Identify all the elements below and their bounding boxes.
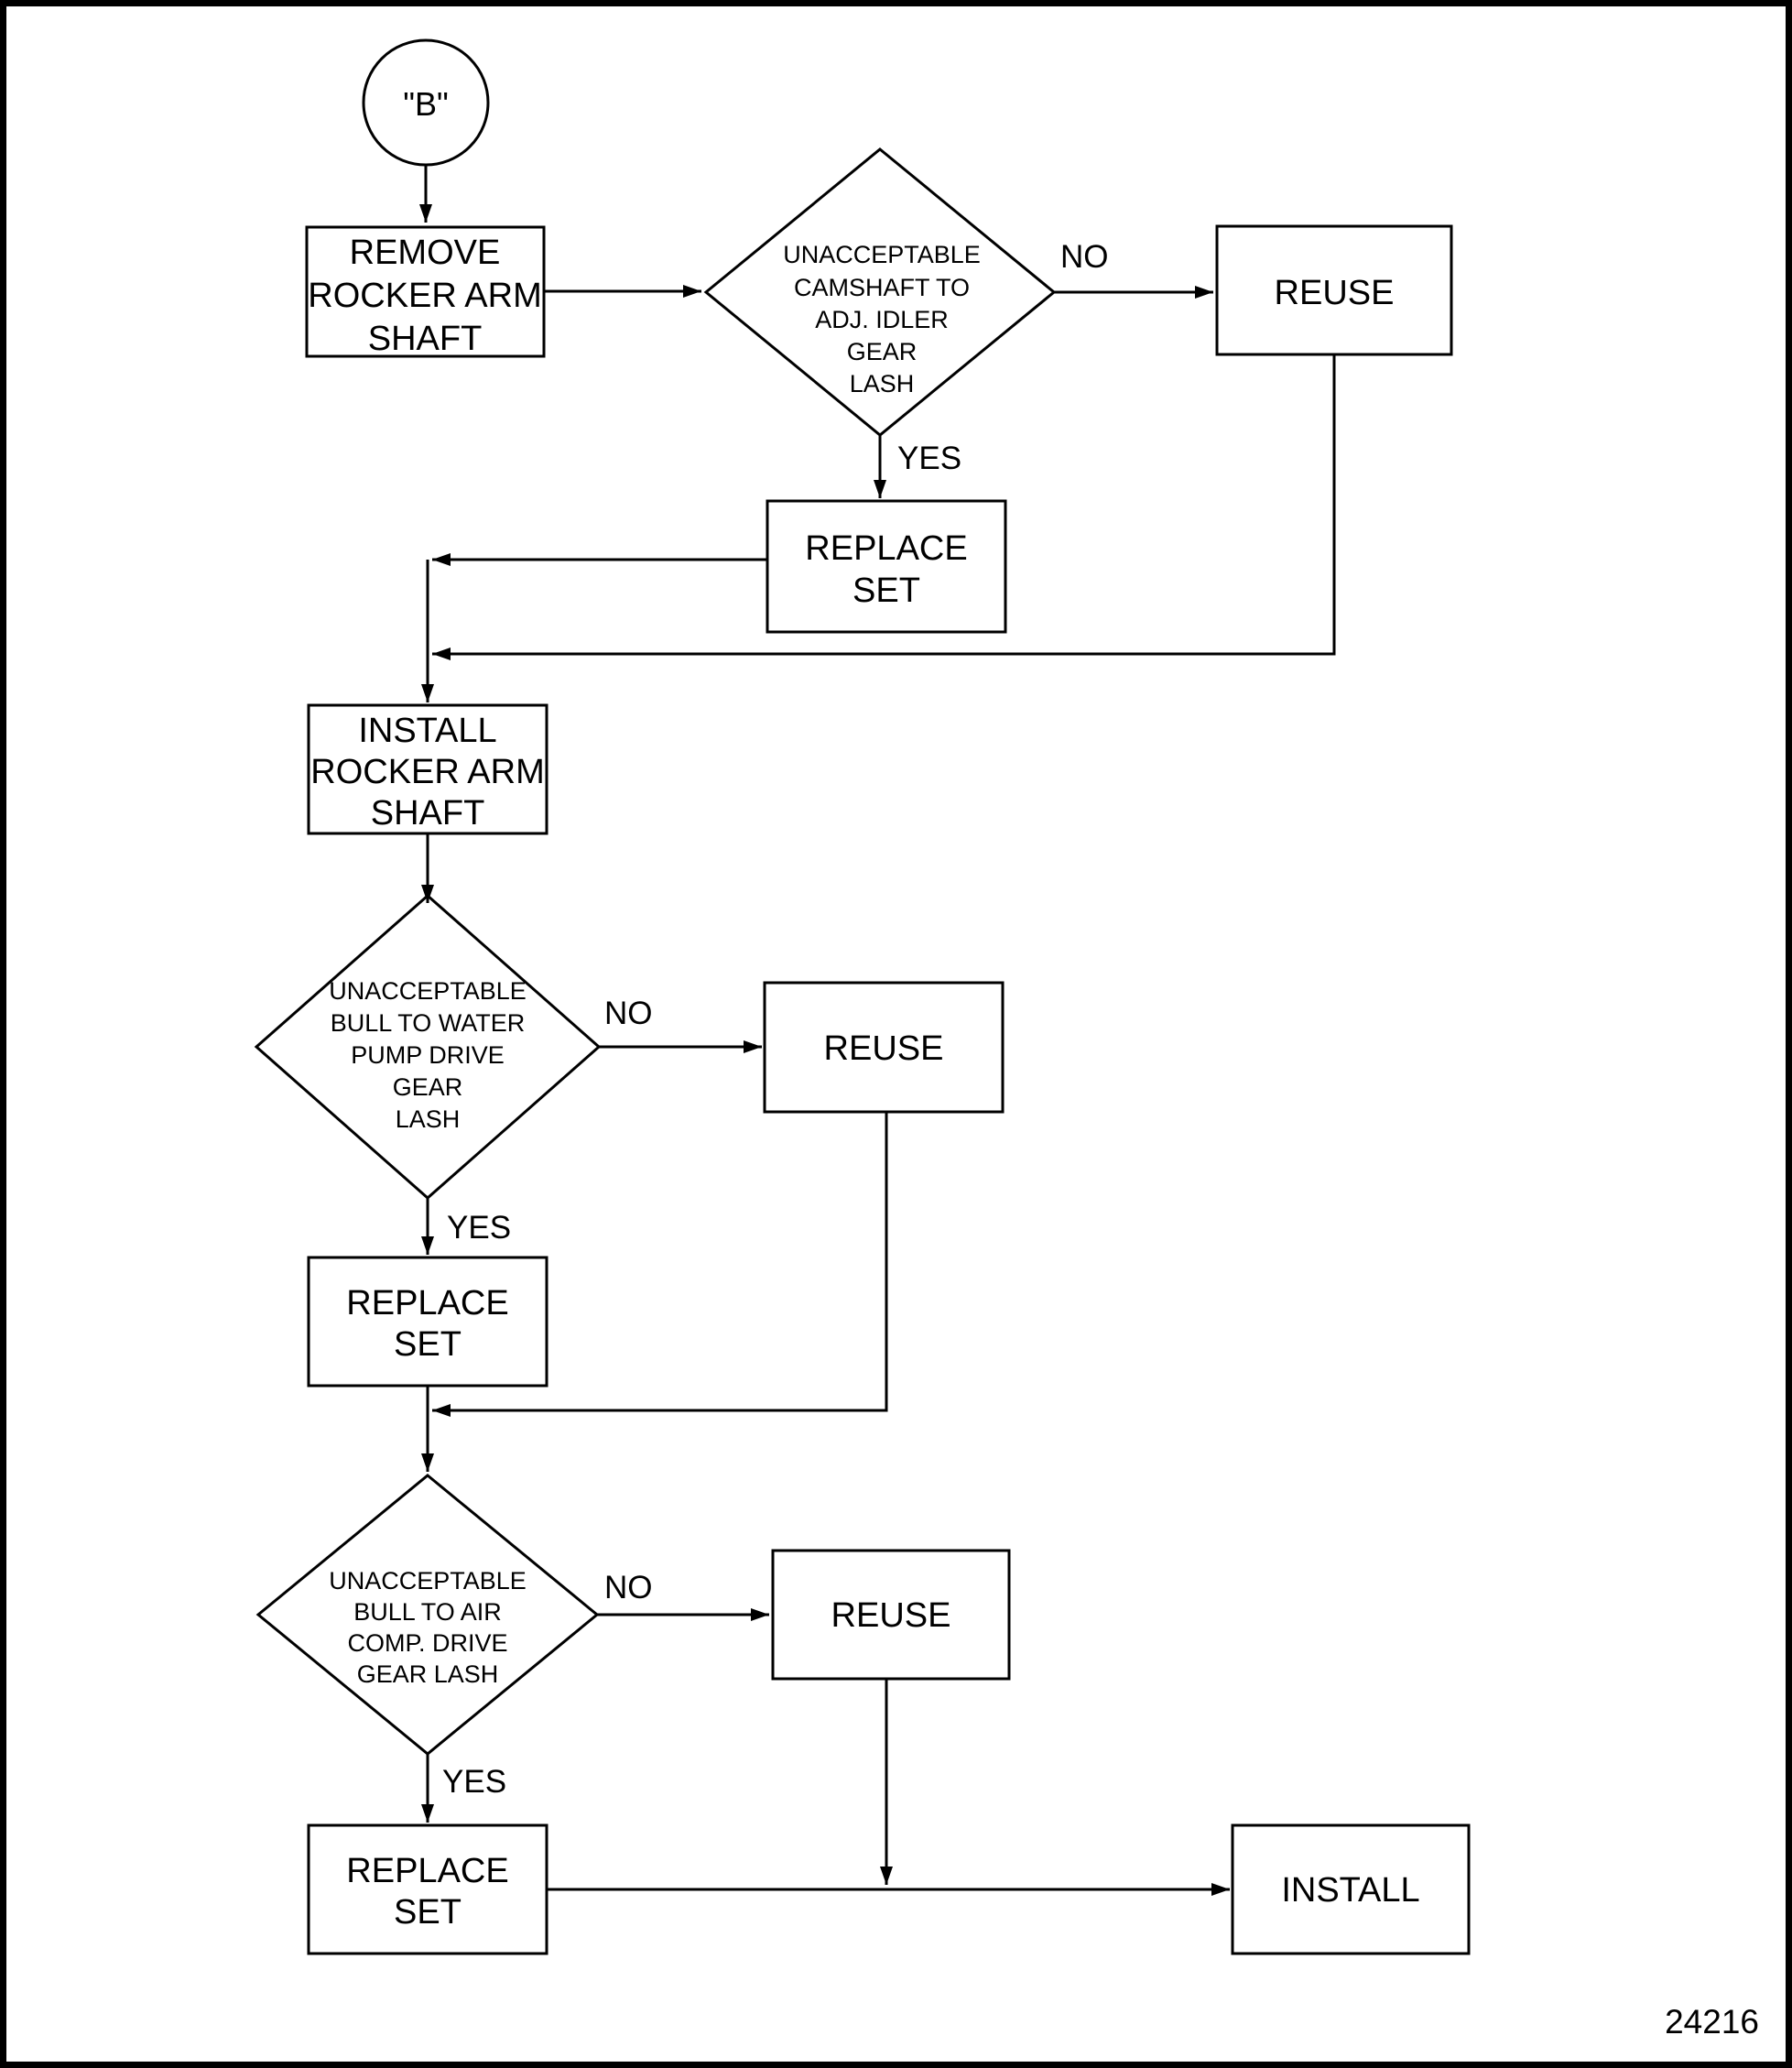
decision-label-line: LASH <box>849 370 915 397</box>
decision-label-line: CAMSHAFT TO <box>793 274 971 301</box>
edge-label-yes-3: YES <box>442 1764 507 1800</box>
node-reuse-2 <box>765 983 1003 1112</box>
process-label-line: SET <box>394 1325 462 1364</box>
node-remove-rocker-arm-shaft <box>307 227 544 358</box>
edge-label-yes-1: YES <box>897 441 962 476</box>
edge-label-no-3: NO <box>604 1570 653 1605</box>
decision-label-line: COMP. DRIVE <box>347 1629 508 1657</box>
process-label-line: SET <box>394 1893 462 1932</box>
connector-label: "B" <box>403 85 449 123</box>
process-label-line: INSTALL <box>1281 1871 1420 1910</box>
edge-label-yes-2: YES <box>447 1210 512 1246</box>
process-label-line: REMOVE <box>349 234 501 272</box>
edge-reuse2-merge-left <box>432 1112 886 1410</box>
process-label-line: SHAFT <box>367 320 483 358</box>
node-connector-b <box>364 40 488 165</box>
decision-label-line: UNACCEPTABLE <box>329 977 527 1005</box>
node-install-rocker-arm-shaft <box>309 705 547 833</box>
decision-label-line: GEAR LASH <box>356 1660 499 1688</box>
decision-label-line: GEAR <box>392 1073 463 1101</box>
decision-label-line: GEAR <box>846 338 918 365</box>
node-reuse-3 <box>773 1551 1009 1679</box>
decision-label-line: BULL TO WATER <box>330 1009 526 1037</box>
node-decision-bull-water-pump <box>256 896 599 1198</box>
node-reuse-1 <box>1217 226 1451 354</box>
edge-label-no-2: NO <box>604 996 653 1031</box>
decision-label-line: UNACCEPTABLE <box>329 1567 527 1595</box>
decision-label-line: ADJ. IDLER <box>815 306 949 333</box>
process-label-line: REUSE <box>1274 274 1395 312</box>
decision-label-line: PUMP DRIVE <box>351 1041 505 1069</box>
process-label-line: INSTALL <box>358 712 497 750</box>
decision-label-line: UNACCEPTABLE <box>783 241 981 268</box>
node-decision-bull-air-comp <box>258 1475 597 1754</box>
node-install <box>1233 1825 1469 1954</box>
process-label-line: REUSE <box>831 1596 951 1635</box>
figure-number: 24216 <box>1665 2003 1759 2041</box>
process-label-line: REPLACE <box>346 1852 509 1890</box>
process-label-line: REUSE <box>823 1029 944 1068</box>
node-replace-set-3 <box>309 1825 547 1954</box>
edge-label-no-1: NO <box>1060 239 1109 275</box>
node-decision-camshaft-idler <box>706 149 1054 435</box>
process-label-line: SET <box>853 571 920 610</box>
process-label-line: ROCKER ARM <box>308 277 542 315</box>
process-label-line: SHAFT <box>370 794 485 833</box>
node-replace-set-2 <box>309 1257 547 1386</box>
process-label-line: REPLACE <box>346 1284 509 1322</box>
process-label-line: ROCKER ARM <box>310 753 545 791</box>
process-label-line: REPLACE <box>805 529 968 568</box>
decision-label-line: BULL TO AIR <box>353 1598 502 1626</box>
decision-label-line: LASH <box>395 1105 461 1133</box>
node-replace-set-1 <box>767 501 1005 632</box>
